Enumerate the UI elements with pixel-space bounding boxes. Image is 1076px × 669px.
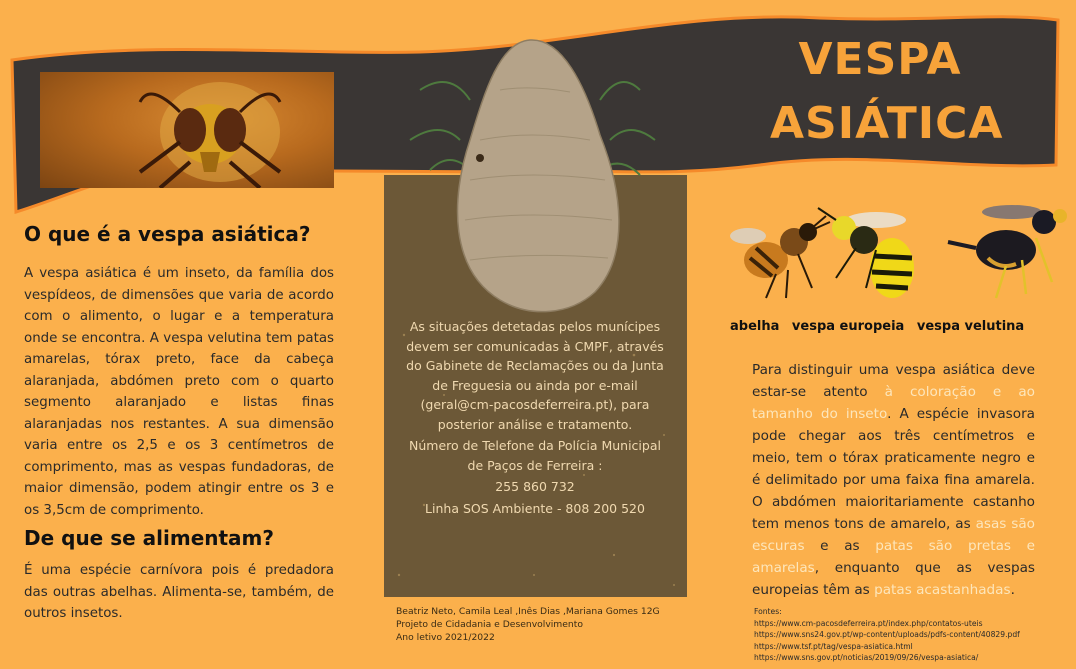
european-wasp-image (818, 208, 914, 298)
insects-illustration (726, 198, 1071, 308)
title-line-2: ASIÁTICA (770, 98, 1004, 149)
label-asian-wasp: vespa velutina (916, 319, 1025, 334)
distinguish-part-2: . A espécie invasora pode chegar aos três centímetros e meio, tem o tórax praticamente negro e é delimitado por uma faixa fina amarela. O abdómen maioritariamente castanho tem menos tons de amarelo, as (752, 406, 1035, 532)
credits-year: Ano letivo 2021/2022 (396, 631, 495, 643)
police-label: Número de Telefone da Polícia Municipal de Paços de Ferreira : (409, 438, 661, 473)
report-instructions: As situações detetadas pelos munícipes devem ser comunicadas à CMPF, através do Gabinete de Reclamações ou da Junta de Freguesia ou ainda por e-mail (geral@cm-pacosdeferreira.pt), para posterior análise e tratamento. (406, 319, 664, 432)
section-heading-what: O que é a vespa asiática? (24, 222, 311, 246)
distinguish-part-5: . (1010, 582, 1015, 598)
source-link[interactable]: https://www.tsf.pt/tag/vespa-asiatica.html (754, 641, 913, 651)
distinguish-part-1: Para distinguir uma vespa asiática deve estar-se atento (752, 362, 1035, 400)
source-link[interactable]: https://www.cm-pacosdeferreira.pt/index.php/contatos-uteis (754, 618, 983, 628)
section-body-food: É uma espécie carnívora pois é predadora das outras abelhas. Alimenta-se, também, de outros insetos. (24, 563, 334, 621)
credits-authors: Beatriz Neto, Camila Leal ,Inês Dias ,Mariana Gomes 12G (396, 606, 660, 617)
highlight-dark-wings: asas são escuras (752, 516, 1035, 554)
wasp-nest-image (390, 30, 680, 320)
highlight-brown-legs: patas acastanhadas (874, 582, 1011, 598)
distinguish-part-4: , enquanto que as vespas europeias têm as (752, 560, 1035, 598)
section-body-what: A vespa asiática é um inseto, da família dos vespídeos, de dimensões que varia de acordo com o alimento, o lugar e a temperatura onde se encontra. A vespa velutina tem patas amarelas, tórax preto, face da cabeça alaranjada, abdómen preto com o quarto segmento alaranjado e listas finas alaranjadas nos restantes. A sua dimensão varia entre os 2,5 e os 3 centímetros de comprimento, mas as vespas fundadoras, de maior dimensão, podem atingir entre os 3 e os 3,5cm de comprimento. (24, 266, 334, 518)
source-link[interactable]: https://www.sns24.gov.pt/wp-content/uploads/pdfs-content/40829.pdf (754, 630, 1020, 639)
distinguish-text (752, 359, 1035, 601)
source-link[interactable]: https://www.sns.gov.pt/noticias/2019/09/26/vespa-asiatica/ (754, 653, 979, 662)
panel-text (400, 317, 670, 520)
sources (754, 606, 1020, 664)
sos-line: Linha SOS Ambiente - 808 200 520 (425, 500, 645, 516)
credits-project: Projeto de Cidadania e Desenvolvimento (396, 618, 583, 630)
distinguish-part-3: e as (804, 538, 876, 554)
wasp-closeup-photo (40, 72, 334, 188)
section-heading-food: De que se alimentam? (24, 526, 274, 550)
title-line-1: VESPA (798, 34, 962, 85)
bee-image (730, 216, 830, 298)
highlight-color-size: à coloração e ao tamanho do inseto (752, 384, 1035, 422)
label-bee: abelha (730, 319, 780, 334)
insect-labels (730, 319, 1032, 334)
police-phone: 255 860 732 (495, 479, 575, 494)
credits (396, 606, 660, 644)
highlight-black-yellow-legs: patas são pretas e amarelas (752, 538, 1035, 576)
label-european-wasp: vespa europeia (791, 319, 905, 334)
sources-label: Fontes: (754, 607, 782, 616)
asian-hornet-image (948, 205, 1067, 298)
